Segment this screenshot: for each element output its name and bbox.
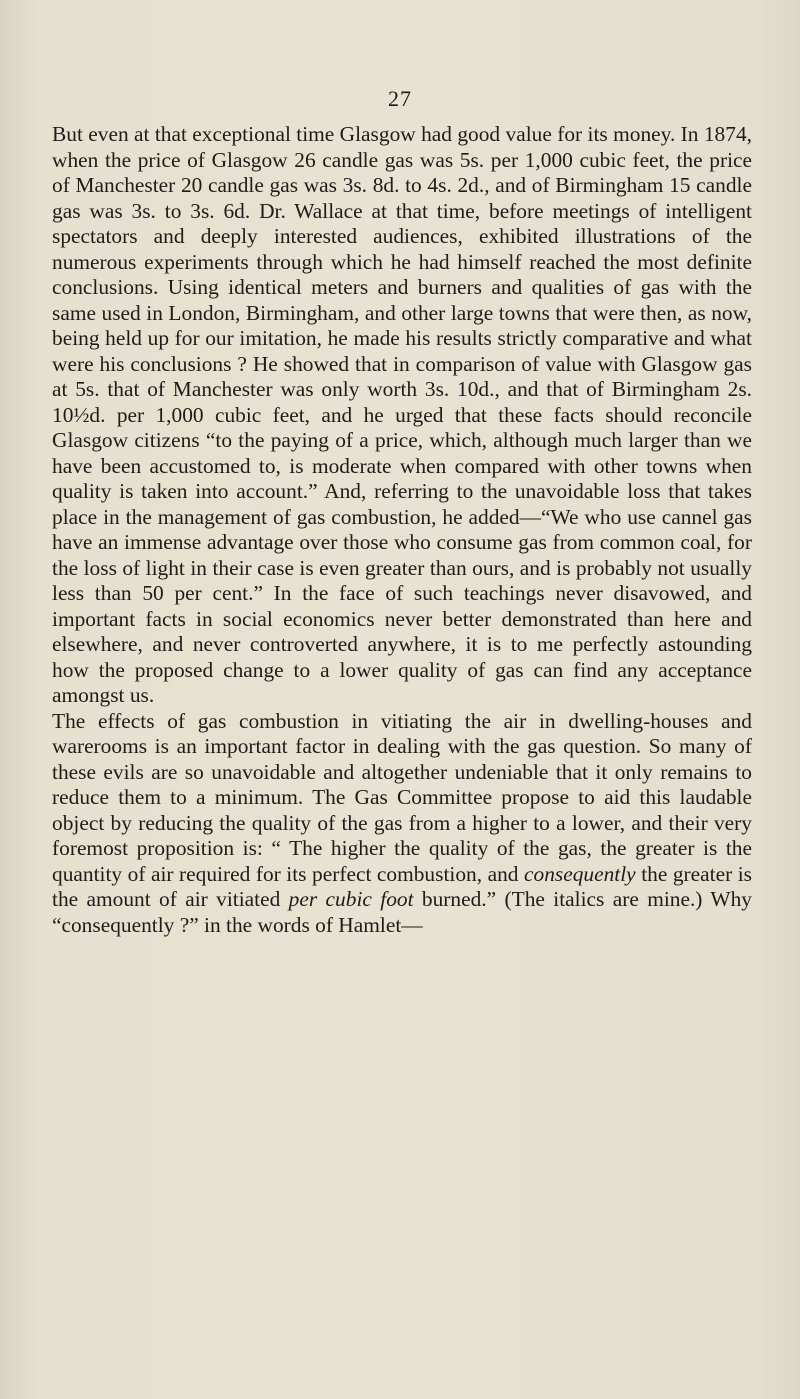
italic-consequently: consequently [524,861,636,886]
paragraph-1-text: But even at that exceptional time Glasgow had good value for its money. In 1874, when the price of Glasgow 26 candle gas was 5s. per 1,000 cubic feet, the price of Manchester 20 candle gas was 3s. 8d. to 4s. 2d., and of Birmingham 15 candle gas was 3s. to 3s. 6d. Dr. Wallace at that time, before meetings of intelligent spectators and deeply interested audiences, exhibited illustrations of the numerous experiments through which he had himself reached the most definite conclusions. Using identical meters and burners and qualities of gas with the same used in London, Birmingham, and other large towns that were then, as now, being held up for our imitation, he made his results strictly comparative and what were his conclusions ? He showed that in comparison of value with Glasgow gas at 5s. that of Manchester was only worth 3s. 10d., and that of Birmingham 2s. 10½d. per 1,000 cubic feet, and he urged that these facts should reconcile Glasgow citizens “to the paying of a price, which, although much larger than we have been accustomed to, is moderate when compared with other towns when quality is taken into account.” And, referring to the unavoidable loss that takes place in the management of gas combustion, he added—“We who use cannel gas have an immense advantage over those who consume gas from common coal, for the loss of light in their case is even greater than ours, and is probably not usually less than 50 per cent.” In the face of such teachings never disavowed, and important facts in social economics never better demonstrated than here and elsewhere, and never controverted anywhere, it is to me perfectly astounding how the proposed change to a lower quality of gas can find any acceptance amongst us. [52,122,752,707]
paragraph-1 [52,122,752,709]
body-text [52,122,752,938]
paragraph-2-text-c: burned.” (The italics are mine.) Why “consequently ?” in the words of Hamlet— [52,887,752,937]
page-number: 27 [388,86,412,111]
italic-per-cubic-foot: per cubic foot [288,887,414,911]
paragraph-2 [52,709,752,939]
paragraph-2-text-b: the greater is the amount of air vitiated [52,861,752,911]
paragraph-2-text-a: The effects of gas combustion in vitiating the air in dwelling-houses and warerooms is an important factor in dealing with the gas question. So many of these evils are so unavoidable and altogether undeniable that it only remains to reduce them to a minimum. The Gas Committee propose to aid this laudable object by reducing the quality of the gas from a higher to a lower, and their very foremost proposition is: “ The higher the quality of the gas, the greater is the quantity of air required for its perfect combustion, and [52,708,752,886]
